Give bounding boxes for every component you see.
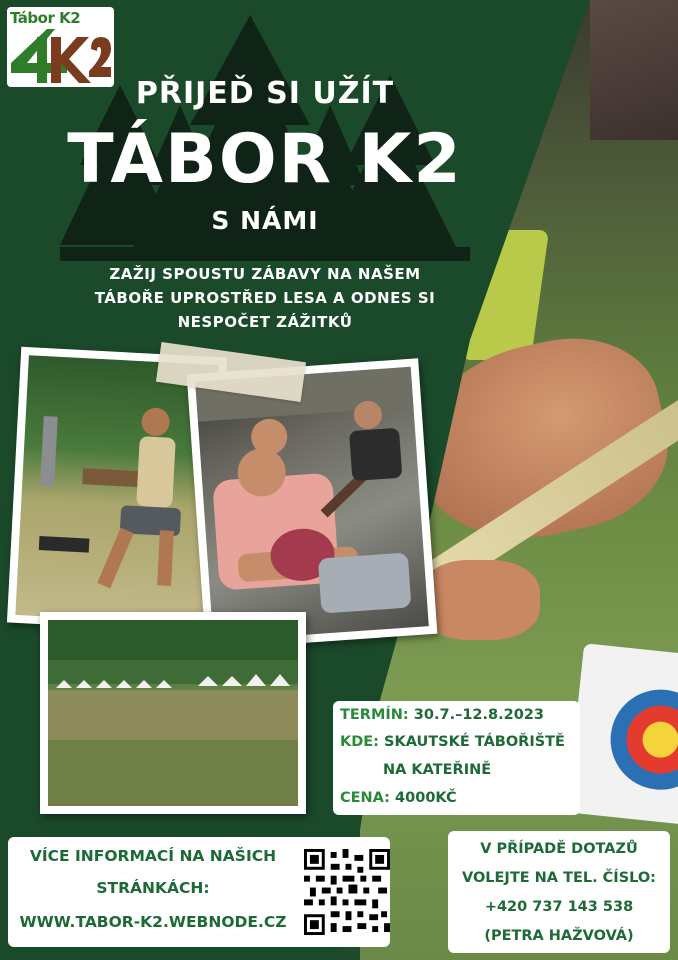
tagline-line-2: TÁBOŘE UPROSTŘED LESA A ODNES SI [94,289,436,307]
cabin-roof [590,0,678,140]
term-value: 30.7.–12.8.2023 [413,707,544,723]
web-line-1: VÍCE INFORMACÍ NA NAŠICH [29,847,277,865]
photo-guitar [187,358,438,650]
photo-guitar-image [195,367,429,641]
contact-box [448,831,670,953]
archer-hand [420,560,540,640]
price-label: CENA: [340,790,390,806]
contact-line-1: V PŘÍPADĚ DOTAZŮ [480,841,638,857]
website-box [8,837,390,947]
tagline-line-3: NESPOČET ZÁŽITKŮ [177,313,353,331]
headline-sub: S NÁMI [211,206,319,235]
tagline [70,262,460,334]
headline-main: TÁBOR K2 [67,120,463,199]
place-label: KDE: [340,734,379,750]
phone-number[interactable]: +420 737 143 538 [484,899,634,915]
contact-name: (PETRA HAŽVOVÁ) [484,928,634,944]
web-line-2: STRÁNKÁCH: [96,879,210,897]
price-value: 4000KČ [395,790,457,806]
contact-line-2: VOLEJTE NA TEL. ČÍSLO: [461,870,656,886]
place-line-1: SKAUTSKÉ TÁBOŘIŠTĚ [384,734,565,750]
term-row [340,707,544,723]
price-row [340,790,457,806]
term-label: TERMÍN: [340,707,409,723]
place-line-2: NA KATEŘINĚ [383,762,492,778]
logo[interactable] [7,7,114,87]
headline-top: PŘIJEĎ SI UŽÍT [135,76,395,111]
website-url-link[interactable]: WWW.TABOR-K2.WEBNODE.CZ [19,913,287,931]
place-row [340,734,565,750]
archery-target-icon [566,643,678,827]
event-info-box [333,701,580,815]
tagline-line-1: ZAŽIJ SPOUSTU ZÁBAVY NA NAŠEM [109,265,421,283]
logo-text: Tábor K2 [10,9,81,27]
photo-camp-tents-image [48,620,298,806]
photo-camp-tents [40,612,306,814]
qr-code-icon[interactable] [304,849,390,935]
